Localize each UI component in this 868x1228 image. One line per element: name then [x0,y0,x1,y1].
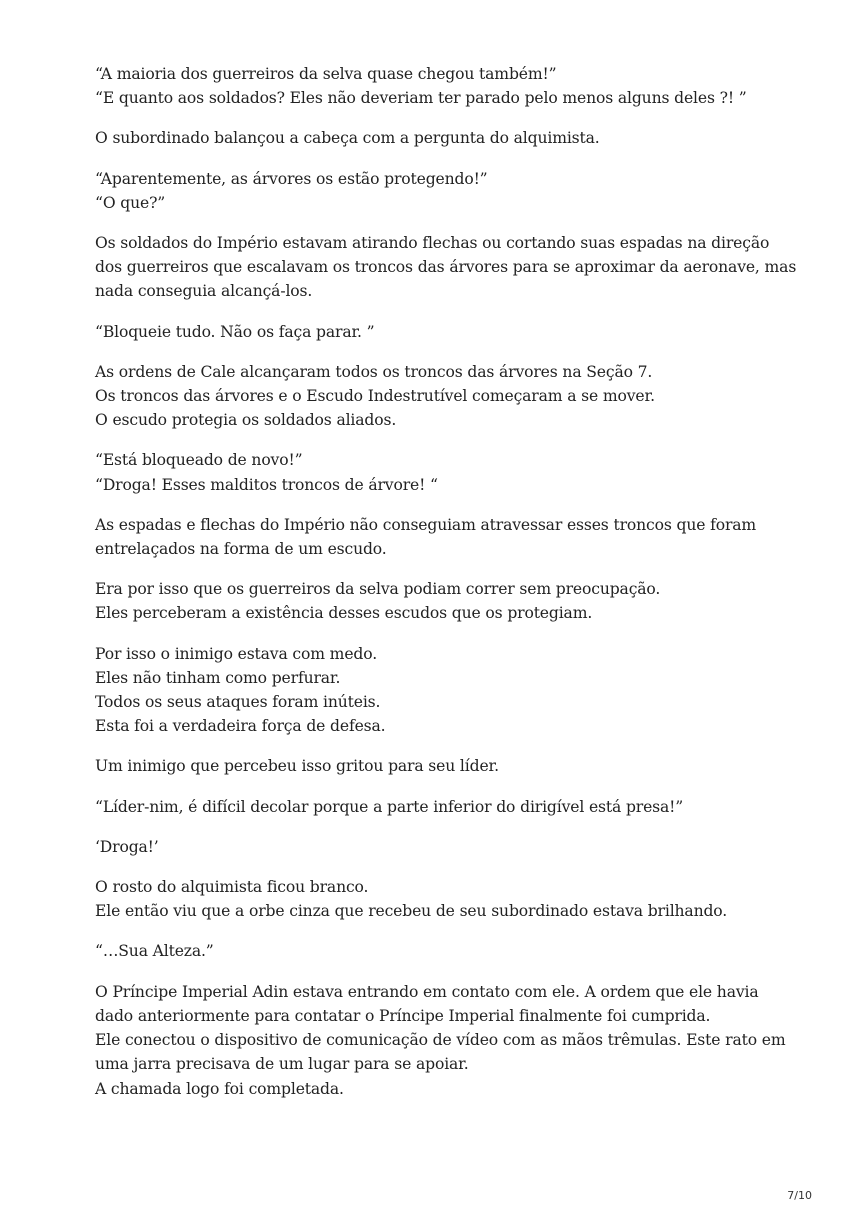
text-line: “Bloqueie tudo. Não os faça parar. ” [95,322,375,341]
text-line: Eles perceberam a existência desses escudos que os protegiam. [95,604,593,623]
page-number: 7/10 [787,1189,812,1202]
text-line: uma jarra precisava de um lugar para se apoiar. [95,1055,469,1074]
text-line: O escudo protegia os soldados aliados. [95,411,397,430]
paragraph [95,126,795,150]
text-line: Os soldados do Império estavam atirando flechas ou cortando suas espadas na direção [95,234,770,253]
text-line: “Líder-nim, é difícil decolar porque a parte inferior do dirigível está presa!” [95,797,684,816]
paragraph [95,754,795,778]
text-line: “…Sua Alteza.” [95,942,214,961]
text-line: entrelaçados na forma de um escudo. [95,540,387,559]
paragraph [95,62,795,110]
paragraph [95,980,795,1101]
text-line: “O que?” [95,193,166,212]
text-line: Os troncos das árvores e o Escudo Indestrutível começaram a se mover. [95,387,655,406]
text-line: “Está bloqueado de novo!” [95,451,303,470]
text-line: As ordens de Cale alcançaram todos os troncos das árvores na Seção 7. [95,362,653,381]
paragraph [95,875,795,923]
text-line: Era por isso que os guerreiros da selva podiam correr sem preocupação. [95,580,661,599]
text-line: “A maioria dos guerreiros da selva quase chegou também!” [95,65,557,83]
text-line: Ele conectou o dispositivo de comunicação de vídeo com as mãos trêmulas. Este rato em [95,1031,786,1050]
paragraph [95,448,795,496]
paragraph [95,795,795,819]
paragraph [95,939,795,963]
paragraph [95,231,795,304]
text-line: nada conseguia alcançá-los. [95,282,313,301]
paragraph [95,642,795,739]
text-line: Esta foi a verdadeira força de defesa. [95,717,386,736]
text-line: A chamada logo foi completada. [95,1079,344,1098]
text-line: Ele então viu que a orbe cinza que recebeu de seu subordinado estava brilhando. [95,902,728,921]
text-line: Por isso o inimigo estava com medo. [95,644,378,663]
paragraph [95,513,795,561]
document-body [95,62,795,1117]
text-line: Um inimigo que percebeu isso gritou para seu líder. [95,757,499,776]
text-line: O rosto do alquimista ficou branco. [95,878,369,897]
paragraph [95,835,795,859]
text-line: O Príncipe Imperial Adin estava entrando em contato com ele. A ordem que ele havia [95,982,759,1001]
paragraph [95,167,795,215]
paragraph [95,320,795,344]
text-line: “Aparentemente, as árvores os estão protegendo!” [95,169,488,188]
paragraph [95,360,795,433]
text-line: ‘Droga!’ [95,837,159,856]
text-line: “E quanto aos soldados? Eles não deveriam ter parado pelo menos alguns deles ?! ” [95,89,747,108]
text-line: Eles não tinham como perfurar. [95,668,341,687]
text-line: dado anteriormente para contatar o Príncipe Imperial finalmente foi cumprida. [95,1006,711,1025]
text-line: dos guerreiros que escalavam os troncos das árvores para se aproximar da aeronave, mas [95,258,797,277]
text-line: As espadas e flechas do Império não conseguiam atravessar esses troncos que foram [95,515,757,534]
text-line: Todos os seus ataques foram inúteis. [95,693,381,712]
text-line: “Droga! Esses malditos troncos de árvore! “ [95,475,438,494]
paragraph [95,577,795,625]
text-line: O subordinado balançou a cabeça com a pergunta do alquimista. [95,129,600,148]
